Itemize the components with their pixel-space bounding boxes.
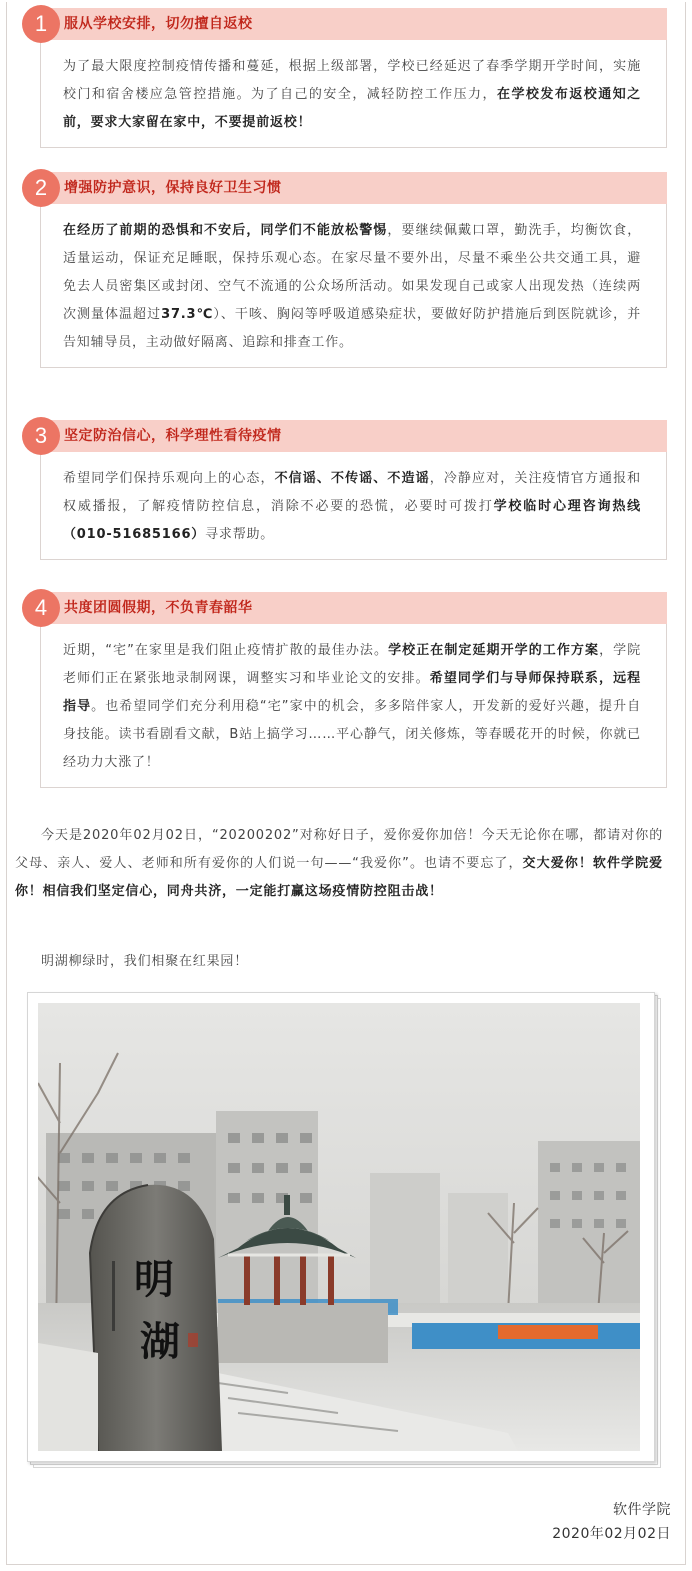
section-body xyxy=(40,204,667,368)
text-segment: ，冷静应对，关注疫情官方通报和权威播报，了解疫情防控信息，消除不必要的恐慌，必要时可拨打 xyxy=(63,471,641,514)
bold-text-segment: 学校正在制定延期开学的工作方案 xyxy=(388,643,600,658)
signature-org: 软件学院 xyxy=(613,1502,671,1518)
section-title: 服从学校安排，切勿擅自返校 xyxy=(64,16,253,32)
text-segment: 。也希望同学们充分利用稳“宅”家中的机会，多多陪伴家人，开发新的爱好兴趣，提升自身技能。读书看剧看文献，B站上搞学习……平心静气，闭关修炼，等春暖花开的时候，你就已经功力大涨了！ xyxy=(63,699,641,770)
orange-banner xyxy=(498,1325,598,1339)
section-body xyxy=(40,452,667,560)
text-segment: ，学院老师们正在紧张地录制网课，调整实习和毕业论文的安排。 xyxy=(63,643,641,686)
section-number-badge: 2 xyxy=(22,169,60,207)
section-title: 增强防护意识，保持良好卫生习惯 xyxy=(64,180,282,196)
bold-text-segment: 在经历了前期的恐惧和不安后，同学们不能放松警惕 xyxy=(63,223,388,238)
bold-text-segment: 37.3℃ xyxy=(161,307,214,322)
section-header xyxy=(34,172,667,204)
bold-text-segment: 不信谣、不传谣、不造谣 xyxy=(274,471,430,486)
section-number-badge: 4 xyxy=(22,589,60,627)
text-segment: 希望同学们保持乐观向上的心态， xyxy=(63,471,275,486)
closing-line: 明湖柳绿时，我们相聚在红果园！ xyxy=(41,954,249,969)
signature xyxy=(552,1498,671,1546)
text-segment: 近期，“宅”在家里是我们阻止疫情扩散的最佳办法。 xyxy=(63,643,389,658)
ming-hu-stone xyxy=(90,1185,222,1451)
section-4 xyxy=(7,592,685,788)
text-segment: ，要继续佩戴口罩，勤洗手，均衡饮食，适量运动，保证充足睡眠，保持乐观心态。在家尽量不要外出，尽量不乘坐公共交通工具，避免去人员密集区或封闭、空气不流通的公众场所活动。如果发现自己或家人出现发热（连续两次测量体温超过 xyxy=(63,223,642,322)
section-3 xyxy=(7,420,685,560)
section-1 xyxy=(7,8,685,148)
article-page xyxy=(6,2,686,1565)
text-segment: 寻求帮助。 xyxy=(205,527,275,542)
bold-text-segment: 学校临时心理咨询热线（010-51685166） xyxy=(63,499,641,542)
section-title: 坚定防治信心，科学理性看待疫情 xyxy=(64,428,282,444)
stone-char-ming: 明 xyxy=(134,1256,174,1303)
signature-date: 2020年02月02日 xyxy=(552,1526,671,1542)
snowy-lake-photo xyxy=(38,1003,640,1451)
text-segment: ）、干咳、胸闷等呼吸道感染症状，要做好防护措施后到医院就诊，并告知辅导员，主动做好隔离、追踪和排查工作。 xyxy=(63,307,641,350)
section-header xyxy=(34,8,667,40)
section-header xyxy=(34,592,667,624)
section-body xyxy=(40,624,667,788)
stone-char-hu: 湖 xyxy=(140,1318,180,1365)
section-number-badge: 1 xyxy=(22,5,60,43)
section-number-badge: 3 xyxy=(22,417,60,455)
text-segment: 为了最大限度控制疫情传播和蔓延，根据上级部署，学校已经延迟了春季学期开学时间，实施校门和宿舍楼应急管控措施。为了自己的安全，减轻防控工作压力， xyxy=(63,59,641,102)
bold-text-segment: 交大爱你！软件学院爱你！相信我们坚定信心，同舟共济，一定能打赢这场疫情防控阻击战！ xyxy=(15,856,663,899)
snowy-lake-illustration xyxy=(38,1003,640,1451)
bold-text-segment: 在学校发布返校通知之前，要求大家留在家中，不要提前返校！ xyxy=(63,87,641,130)
photo-frame xyxy=(27,992,655,1462)
text-segment: 今天是2020年02月02日，“20200202”对称好日子，爱你爱你加倍！今天无论你在哪，都请对你的父母、亲人、爱人、老师和所有爱你的人们说一句——“我爱你”。也请不要忘了， xyxy=(15,828,663,871)
right-building xyxy=(538,1141,640,1311)
section-header xyxy=(34,420,667,452)
bold-text-segment: 希望同学们与导师保持联系，远程指导 xyxy=(63,671,641,714)
closing-paragraph xyxy=(15,822,663,906)
section-body xyxy=(40,40,667,148)
section-title: 共度团圆假期，不负青春韶华 xyxy=(64,600,253,616)
section-2 xyxy=(7,172,685,368)
